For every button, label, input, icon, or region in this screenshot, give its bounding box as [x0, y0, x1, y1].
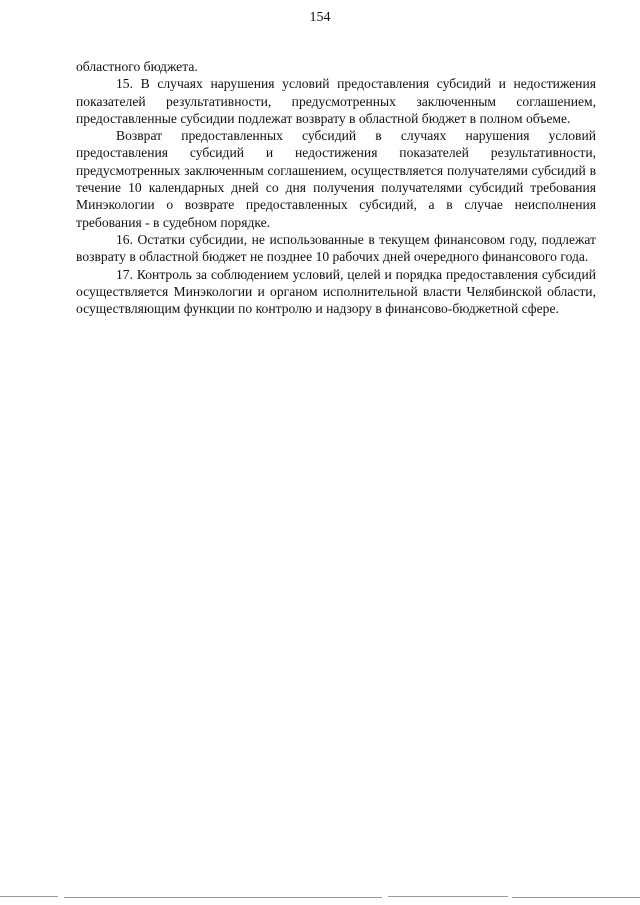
scan-edge-line [388, 896, 508, 897]
scan-edge-line [512, 897, 640, 898]
paragraph-continuation: областного бюджета. [76, 59, 198, 74]
document-body [76, 58, 596, 317]
page-number: 154 [309, 10, 331, 25]
paragraph-item-15: 15. В случаях нарушения условий предоставления субсидий и недостижения показателей результативности, предусмотренных заключенным соглашением, предоставленные субсидии подлежат возврату в областной бюджет в полном объеме. [76, 76, 596, 126]
scan-edge-line [0, 896, 58, 897]
scan-bottom-edge [0, 896, 640, 899]
paragraph-item-16: 16. Остатки субсидии, не использованные в текущем финансовом году, подлежат возврату в областной бюджет не позднее 10 рабочих дней очередного финансового года. [76, 231, 596, 265]
paragraph-refund-procedure: Возврат предоставленных субсидий в случаях нарушения условий предоставления субсидий и недостижения показателей результативности, предусмотренных заключенным соглашением, осуществляется получателями субсидий в течение 10 календарных дней со дня получения получателями субсидий требования Минэкологии о возврате предоставленных субсидий, а в случае неисполнения требования - в судебном порядке. [76, 128, 596, 230]
scan-edge-line [64, 897, 382, 898]
paragraph-item-17: 17. Контроль за соблюдением условий, целей и порядка предоставления субсидий осуществляется Минэкологии и органом исполнительной власти Челябинской области, осуществляющим функции по контролю и надзору в финансово-бюджетной сфере. [76, 266, 596, 317]
